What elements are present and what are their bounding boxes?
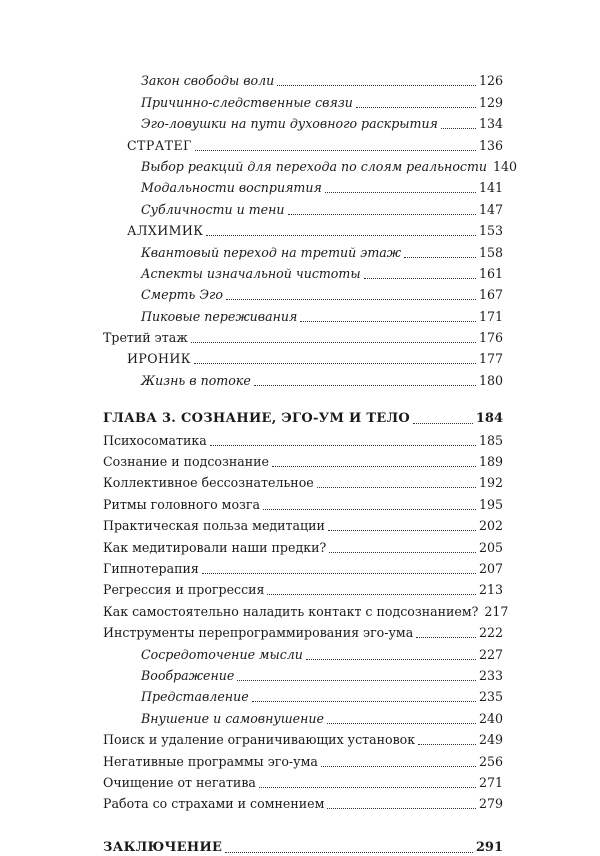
- toc-section-part-a: [103, 68, 518, 389]
- toc-entry[interactable]: [103, 132, 503, 153]
- toc-entry-page: 136: [478, 137, 503, 153]
- dot-leader: [306, 659, 476, 660]
- toc-entry[interactable]: [103, 470, 503, 491]
- toc-entry-page: 235: [478, 689, 503, 705]
- toc-entry-label: Коллективное бессознательное: [103, 475, 314, 491]
- toc-entry-page: 189: [478, 454, 503, 470]
- toc-entry-label: Третий этаж: [103, 330, 188, 346]
- toc-entry-page: 202: [478, 518, 503, 534]
- toc-entry-page: 134: [478, 116, 503, 132]
- toc-entry-page: 158: [478, 244, 503, 260]
- toc-entry[interactable]: [103, 367, 503, 388]
- toc-entry-label: Аспекты изначальной чистоты: [141, 265, 361, 281]
- toc-entry[interactable]: [103, 641, 503, 662]
- toc-entry-page: 205: [478, 539, 503, 555]
- section-spacer: [103, 389, 503, 406]
- toc-entry-label: Внушение и самовнушение: [141, 710, 324, 726]
- toc-entry-label: Регрессия и прогрессия: [103, 582, 265, 598]
- dot-leader: [413, 423, 473, 424]
- toc-entry-label: Представление: [141, 689, 249, 705]
- toc-entry-label: Квантовый переход на третий этаж: [141, 244, 402, 260]
- toc-entry-page: 279: [478, 796, 503, 812]
- toc-entry[interactable]: [103, 748, 503, 769]
- toc-entry-page: 233: [478, 667, 503, 683]
- toc-entry[interactable]: [103, 346, 503, 367]
- dot-leader: [195, 150, 476, 151]
- toc-conclusion-label: ЗАКЛЮЧЕНИЕ: [103, 839, 223, 855]
- toc-entry-page: 171: [478, 308, 503, 324]
- dot-leader: [259, 787, 476, 788]
- toc-entry-label: Практическая польза медитации: [103, 518, 325, 534]
- dot-leader: [416, 637, 476, 638]
- toc-entry-label: Воображение: [141, 667, 235, 683]
- toc-entry[interactable]: [103, 427, 503, 448]
- toc-entry-page: 141: [478, 180, 503, 196]
- dot-leader: [317, 487, 476, 488]
- toc-entry[interactable]: [103, 68, 503, 89]
- toc-conclusion[interactable]: [103, 834, 503, 855]
- dot-leader: [191, 342, 476, 343]
- toc-entry-page: 256: [478, 753, 503, 769]
- toc-entry-page: 192: [478, 475, 503, 491]
- toc-entry-page: 185: [478, 432, 503, 448]
- dot-leader: [321, 766, 476, 767]
- toc-entry-label: Сознание и подсознание: [103, 454, 270, 470]
- dot-leader: [329, 552, 476, 553]
- toc-entry-page: 177: [478, 351, 503, 367]
- toc-entry-page: 207: [478, 560, 503, 576]
- toc-entry[interactable]: [103, 154, 518, 175]
- toc-entry-page: 213: [478, 582, 503, 598]
- toc-entry[interactable]: [103, 684, 503, 705]
- dot-leader: [210, 445, 476, 446]
- toc-entry[interactable]: [103, 261, 503, 282]
- toc-entry[interactable]: [103, 791, 503, 812]
- toc-entry-page: 161: [478, 265, 503, 281]
- toc-entry-page: 271: [478, 774, 503, 790]
- toc-entry-label: Закон свободы воли: [141, 73, 275, 89]
- toc-entry-page: 195: [478, 496, 503, 512]
- toc-entry-page: 222: [478, 625, 503, 641]
- dot-leader: [300, 321, 476, 322]
- toc-entry[interactable]: [103, 663, 503, 684]
- toc-entry[interactable]: [103, 325, 503, 346]
- toc-entry[interactable]: [103, 770, 503, 791]
- dot-leader: [364, 278, 476, 279]
- toc-entry[interactable]: [103, 491, 503, 512]
- toc-entry-page: 153: [478, 223, 503, 239]
- toc-entry-label: Как медитировали наши предки?: [103, 539, 327, 555]
- toc-entry-page: 140: [493, 158, 518, 174]
- dot-leader: [263, 509, 476, 510]
- toc-entry-label: Поиск и удаление ограничивающих установок: [103, 732, 416, 748]
- toc-entry[interactable]: [103, 303, 503, 324]
- toc-entry-page: 180: [478, 372, 503, 388]
- toc-entry-page: 217: [484, 603, 509, 619]
- dot-leader: [325, 192, 476, 193]
- toc-entry-page: 129: [478, 94, 503, 110]
- toc-entry[interactable]: [103, 598, 509, 619]
- toc-chapter-3[interactable]: [103, 406, 503, 427]
- toc-entry[interactable]: [103, 513, 503, 534]
- toc-entry-label: Инструменты перепрограммирования эго-ума: [103, 625, 414, 641]
- dot-leader: [202, 573, 476, 574]
- toc-entry-label: Гипнотерапия: [103, 560, 199, 576]
- toc-entry-page: 227: [478, 646, 503, 662]
- toc-chapter-label: ГЛАВА 3. СОЗНАНИЕ, ЭГО-УМ И ТЕЛО: [103, 411, 411, 427]
- toc-entry[interactable]: [103, 705, 503, 726]
- dot-leader: [327, 723, 476, 724]
- dot-leader: [252, 701, 476, 702]
- toc-entry-label: СТРАТЕГ: [127, 137, 192, 153]
- toc-conclusion-page: 291: [475, 839, 503, 855]
- dot-leader: [356, 107, 476, 108]
- toc-entry-label: Негативные программы эго-ума: [103, 753, 318, 769]
- dot-leader: [225, 852, 473, 853]
- toc-entry[interactable]: [103, 175, 503, 196]
- toc-entry-page: 126: [478, 73, 503, 89]
- dot-leader: [418, 744, 476, 745]
- dot-leader: [206, 235, 476, 236]
- toc-entry-label: Причинно-следственные связи: [141, 94, 353, 110]
- toc-entry-label: Жизнь в потоке: [141, 372, 251, 388]
- toc-entry-label: Психосоматика: [103, 432, 207, 448]
- dot-leader: [194, 363, 476, 364]
- toc-entry-label: Пиковые переживания: [141, 308, 298, 324]
- dot-leader: [277, 85, 476, 86]
- toc-entry-label: Выбор реакций для перехода по слоям реальности: [141, 158, 488, 174]
- toc-entry[interactable]: [103, 282, 503, 303]
- toc-entry-label: Модальности восприятия: [141, 180, 322, 196]
- dot-leader: [328, 530, 476, 531]
- toc-entry-page: 147: [478, 201, 503, 217]
- toc-entry[interactable]: [103, 534, 503, 555]
- dot-leader: [404, 257, 476, 258]
- toc-entry-page: 176: [478, 330, 503, 346]
- toc-entry[interactable]: [103, 196, 503, 217]
- toc-entry[interactable]: [103, 89, 503, 110]
- toc-entry[interactable]: [103, 577, 503, 598]
- toc-entry-label: ИРОНИК: [127, 351, 191, 367]
- dot-leader: [267, 594, 475, 595]
- toc-entry-page: 167: [478, 287, 503, 303]
- dot-leader: [237, 680, 476, 681]
- dot-leader: [327, 808, 476, 809]
- toc-entry-label: АЛХИМИК: [127, 223, 204, 239]
- section-spacer: [103, 812, 503, 834]
- dot-leader: [288, 214, 476, 215]
- toc-entry-label: Ритмы головного мозга: [103, 496, 261, 512]
- toc-entry-label: Сосредоточение мысли: [141, 646, 303, 662]
- toc-entry-label: Эго-ловушки на пути духовного раскрытия: [141, 116, 438, 132]
- dot-leader: [254, 385, 476, 386]
- toc-entry-page: 249: [478, 732, 503, 748]
- dot-leader: [226, 299, 476, 300]
- toc-entry-label: Субличности и тени: [141, 201, 285, 217]
- table-of-contents: [103, 68, 518, 856]
- toc-entry[interactable]: [103, 449, 503, 470]
- toc-entry[interactable]: [103, 239, 503, 260]
- toc-entry-label: Работа со страхами и сомнением: [103, 796, 325, 812]
- toc-section-part-b: [103, 427, 509, 812]
- toc-entry-page: 240: [478, 710, 503, 726]
- toc-entry[interactable]: [103, 556, 503, 577]
- toc-entry[interactable]: [103, 727, 503, 748]
- toc-entry[interactable]: [103, 111, 503, 132]
- toc-entry-label: Смерть Эго: [141, 287, 223, 303]
- toc-chapter-page: 184: [475, 411, 503, 427]
- dot-leader: [441, 128, 476, 129]
- toc-entry[interactable]: [103, 218, 503, 239]
- toc-entry[interactable]: [103, 620, 503, 641]
- toc-entry-label: Как самостоятельно наладить контакт с подсознанием?: [103, 603, 479, 619]
- toc-entry-label: Очищение от негатива: [103, 774, 256, 790]
- dot-leader: [272, 466, 476, 467]
